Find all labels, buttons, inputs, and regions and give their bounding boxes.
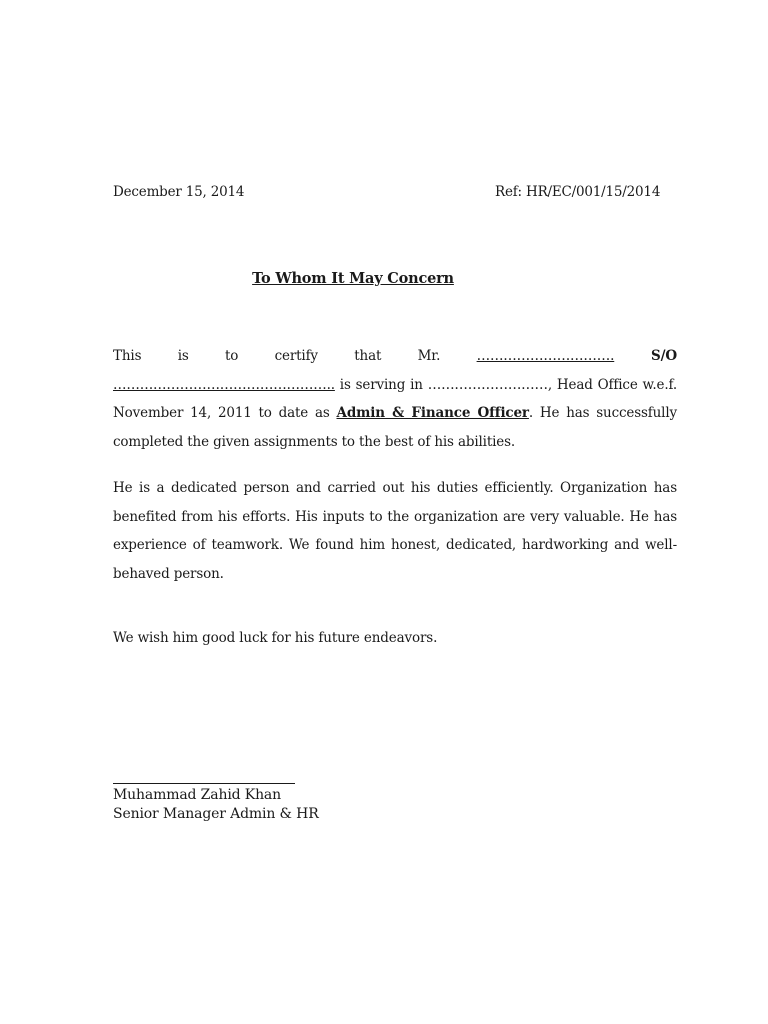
signatory-name: Muhammad Zahid Khan bbox=[113, 787, 281, 803]
letter-date: December 15, 2014 bbox=[113, 184, 245, 200]
closing-text: . He has successfully completed the given assignments to the best of his abilities. bbox=[113, 405, 677, 450]
so-label: S/O bbox=[614, 348, 677, 364]
father-name-blank: ………………………………………….. bbox=[113, 376, 335, 393]
character-paragraph: He is a dedicated person and carried out his duties efficiently. Organization has benefited from his efforts. His inputs to the organization are very valuable. He has experience of teamwork. We found him honest, dedicated, hardworking and well-behaved person. bbox=[113, 480, 677, 582]
employee-name-blank: …………………………. bbox=[476, 348, 615, 364]
certify-prefix: This is to certify that Mr. bbox=[113, 348, 477, 364]
certification-paragraph bbox=[113, 342, 677, 456]
letter-title: To Whom It May Concern bbox=[252, 270, 454, 287]
designation: Admin & Finance Officer bbox=[336, 405, 529, 421]
signature-line bbox=[113, 783, 295, 784]
reference-number: Ref: HR/EC/001/15/2014 bbox=[495, 184, 661, 200]
signatory-title: Senior Manager Admin & HR bbox=[113, 806, 319, 822]
serving-text: is serving in ………………………, Head Office w.e.f. November 14, 2011 to date as bbox=[113, 376, 677, 421]
wishes-paragraph: We wish him good luck for his future endeavors. bbox=[113, 630, 438, 646]
